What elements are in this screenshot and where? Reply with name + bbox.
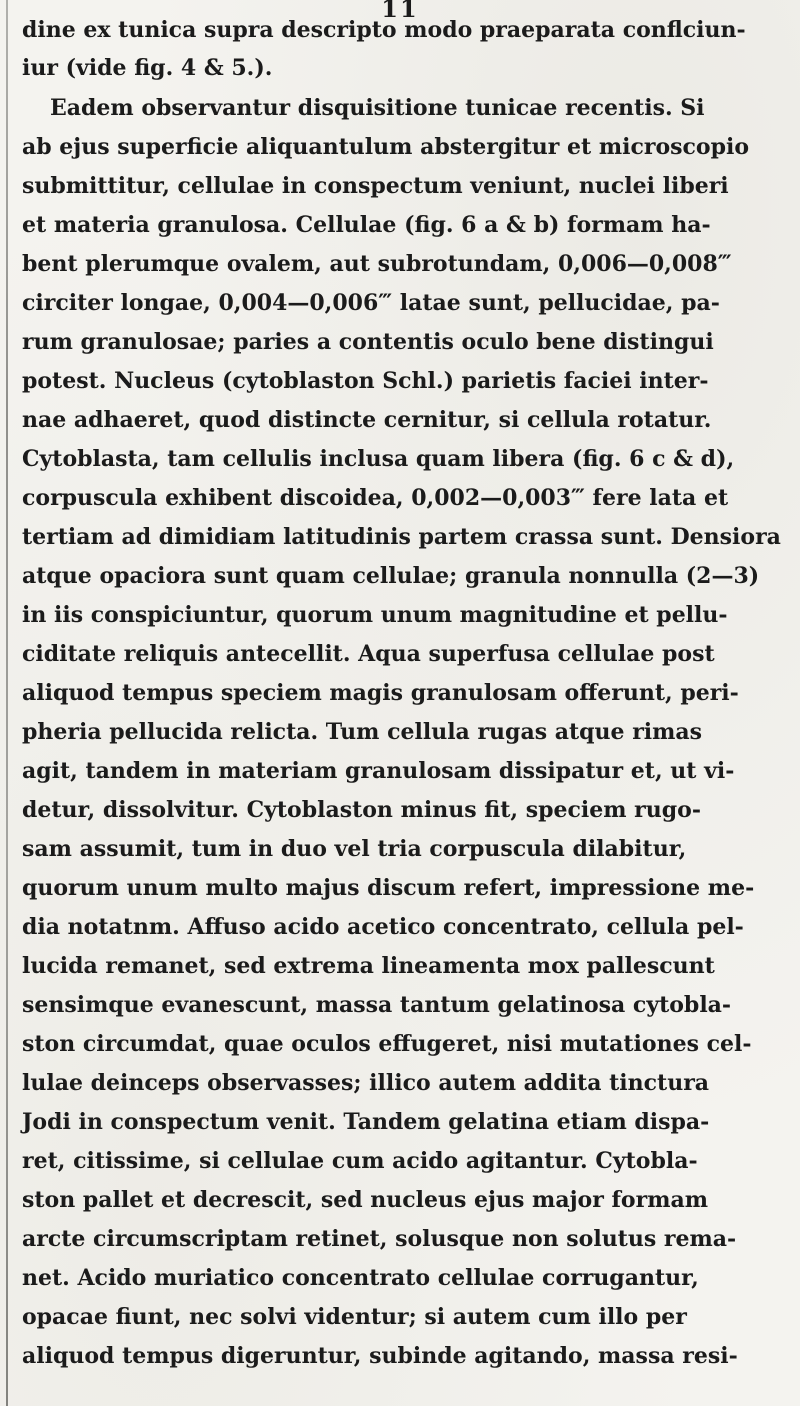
text-line: arcte circumscriptam retinet, solusque non solutus rema- bbox=[22, 1226, 737, 1252]
text-line: Eadem observantur disquisitione tunicae recentis. Si bbox=[50, 95, 705, 121]
text-line: tertiam ad dimidiam latitudinis partem crassa sunt. Densiora bbox=[22, 524, 781, 550]
text-line: ab ejus superficie aliquantulum abstergitur et microscopio bbox=[22, 134, 749, 160]
text-line: circiter longae, 0,004—0,006‴ latae sunt, pellucidae, pa- bbox=[22, 290, 720, 316]
text-line: lucida remanet, sed extrema lineamenta mox pallescunt bbox=[22, 953, 715, 979]
text-line: ciditate reliquis antecellit. Aqua superfusa cellulae post bbox=[22, 641, 715, 667]
text-line: sensimque evanescunt, massa tantum gelatinosa cytobla- bbox=[22, 992, 732, 1018]
text-line: Cytoblasta, tam cellulis inclusa quam libera (fig. 6 c & d), bbox=[22, 446, 735, 472]
text-line: atque opaciora sunt quam cellulae; granula nonnulla (2—3) bbox=[22, 563, 760, 589]
text-line: dia notatnm. Affuso acido acetico concentrato, cellula pel- bbox=[22, 914, 744, 940]
text-line: Jodi in conspectum venit. Tandem gelatina etiam dispa- bbox=[22, 1109, 710, 1135]
text-line: aliquod tempus speciem magis granulosam offerunt, peri- bbox=[22, 680, 739, 706]
text-line: sam assumit, tum in duo vel tria corpuscula dilabitur, bbox=[22, 836, 687, 862]
text-line: dine ex tunica supra descripto modo praeparata conflciun- bbox=[22, 17, 746, 43]
text-line: aliquod tempus digeruntur, subinde agitando, massa resi- bbox=[22, 1343, 738, 1369]
text-line: opacae fiunt, nec solvi videntur; si autem cum illo per bbox=[22, 1304, 687, 1330]
text-line: potest. Nucleus (cytoblaston Schl.) parietis faciei inter- bbox=[22, 368, 709, 394]
text-line: pheria pellucida relicta. Tum cellula rugas atque rimas bbox=[22, 719, 703, 745]
text-line: nae adhaeret, quod distincte cernitur, si cellula rotatur. bbox=[22, 407, 712, 433]
text-line: et materia granulosa. Cellulae (fig. 6 a & b) formam ha- bbox=[22, 212, 711, 238]
text-line: rum granulosae; paries a contentis oculo bene distingui bbox=[22, 329, 714, 355]
text-line: ret, citissime, si cellulae cum acido agitantur. Cytobla- bbox=[22, 1148, 698, 1174]
binding-edge bbox=[6, 0, 8, 1406]
text-line: corpuscula exhibent discoidea, 0,002—0,003‴ fere lata et bbox=[22, 485, 729, 511]
text-line: bent plerumque ovalem, aut subrotundam, 0,006—0,008‴ bbox=[22, 251, 732, 277]
text-line: detur, dissolvitur. Cytoblaston minus fit, speciem rugo- bbox=[22, 797, 701, 823]
page-number: 11 bbox=[381, 0, 419, 23]
text-line: submittitur, cellulae in conspectum veniunt, nuclei liberi bbox=[22, 173, 729, 199]
text-line: quorum unum multo majus discum refert, impressione me- bbox=[22, 875, 755, 901]
text-line: net. Acido muriatico concentrato cellulae corrugantur, bbox=[22, 1265, 699, 1291]
text-line: ston pallet et decrescit, sed nucleus ejus major formam bbox=[22, 1187, 709, 1213]
text-line: in iis conspiciuntur, quorum unum magnitudine et pellu- bbox=[22, 602, 728, 628]
text-line: lulae deinceps observasses; illico autem addita tinctura bbox=[22, 1070, 710, 1096]
text-line: agit, tandem in materiam granulosam dissipatur et, ut vi- bbox=[22, 758, 735, 784]
text-line: ston circumdat, quae oculos effugeret, nisi mutationes cel- bbox=[22, 1031, 752, 1057]
text-line: iur (vide fig. 4 & 5.). bbox=[22, 55, 273, 81]
